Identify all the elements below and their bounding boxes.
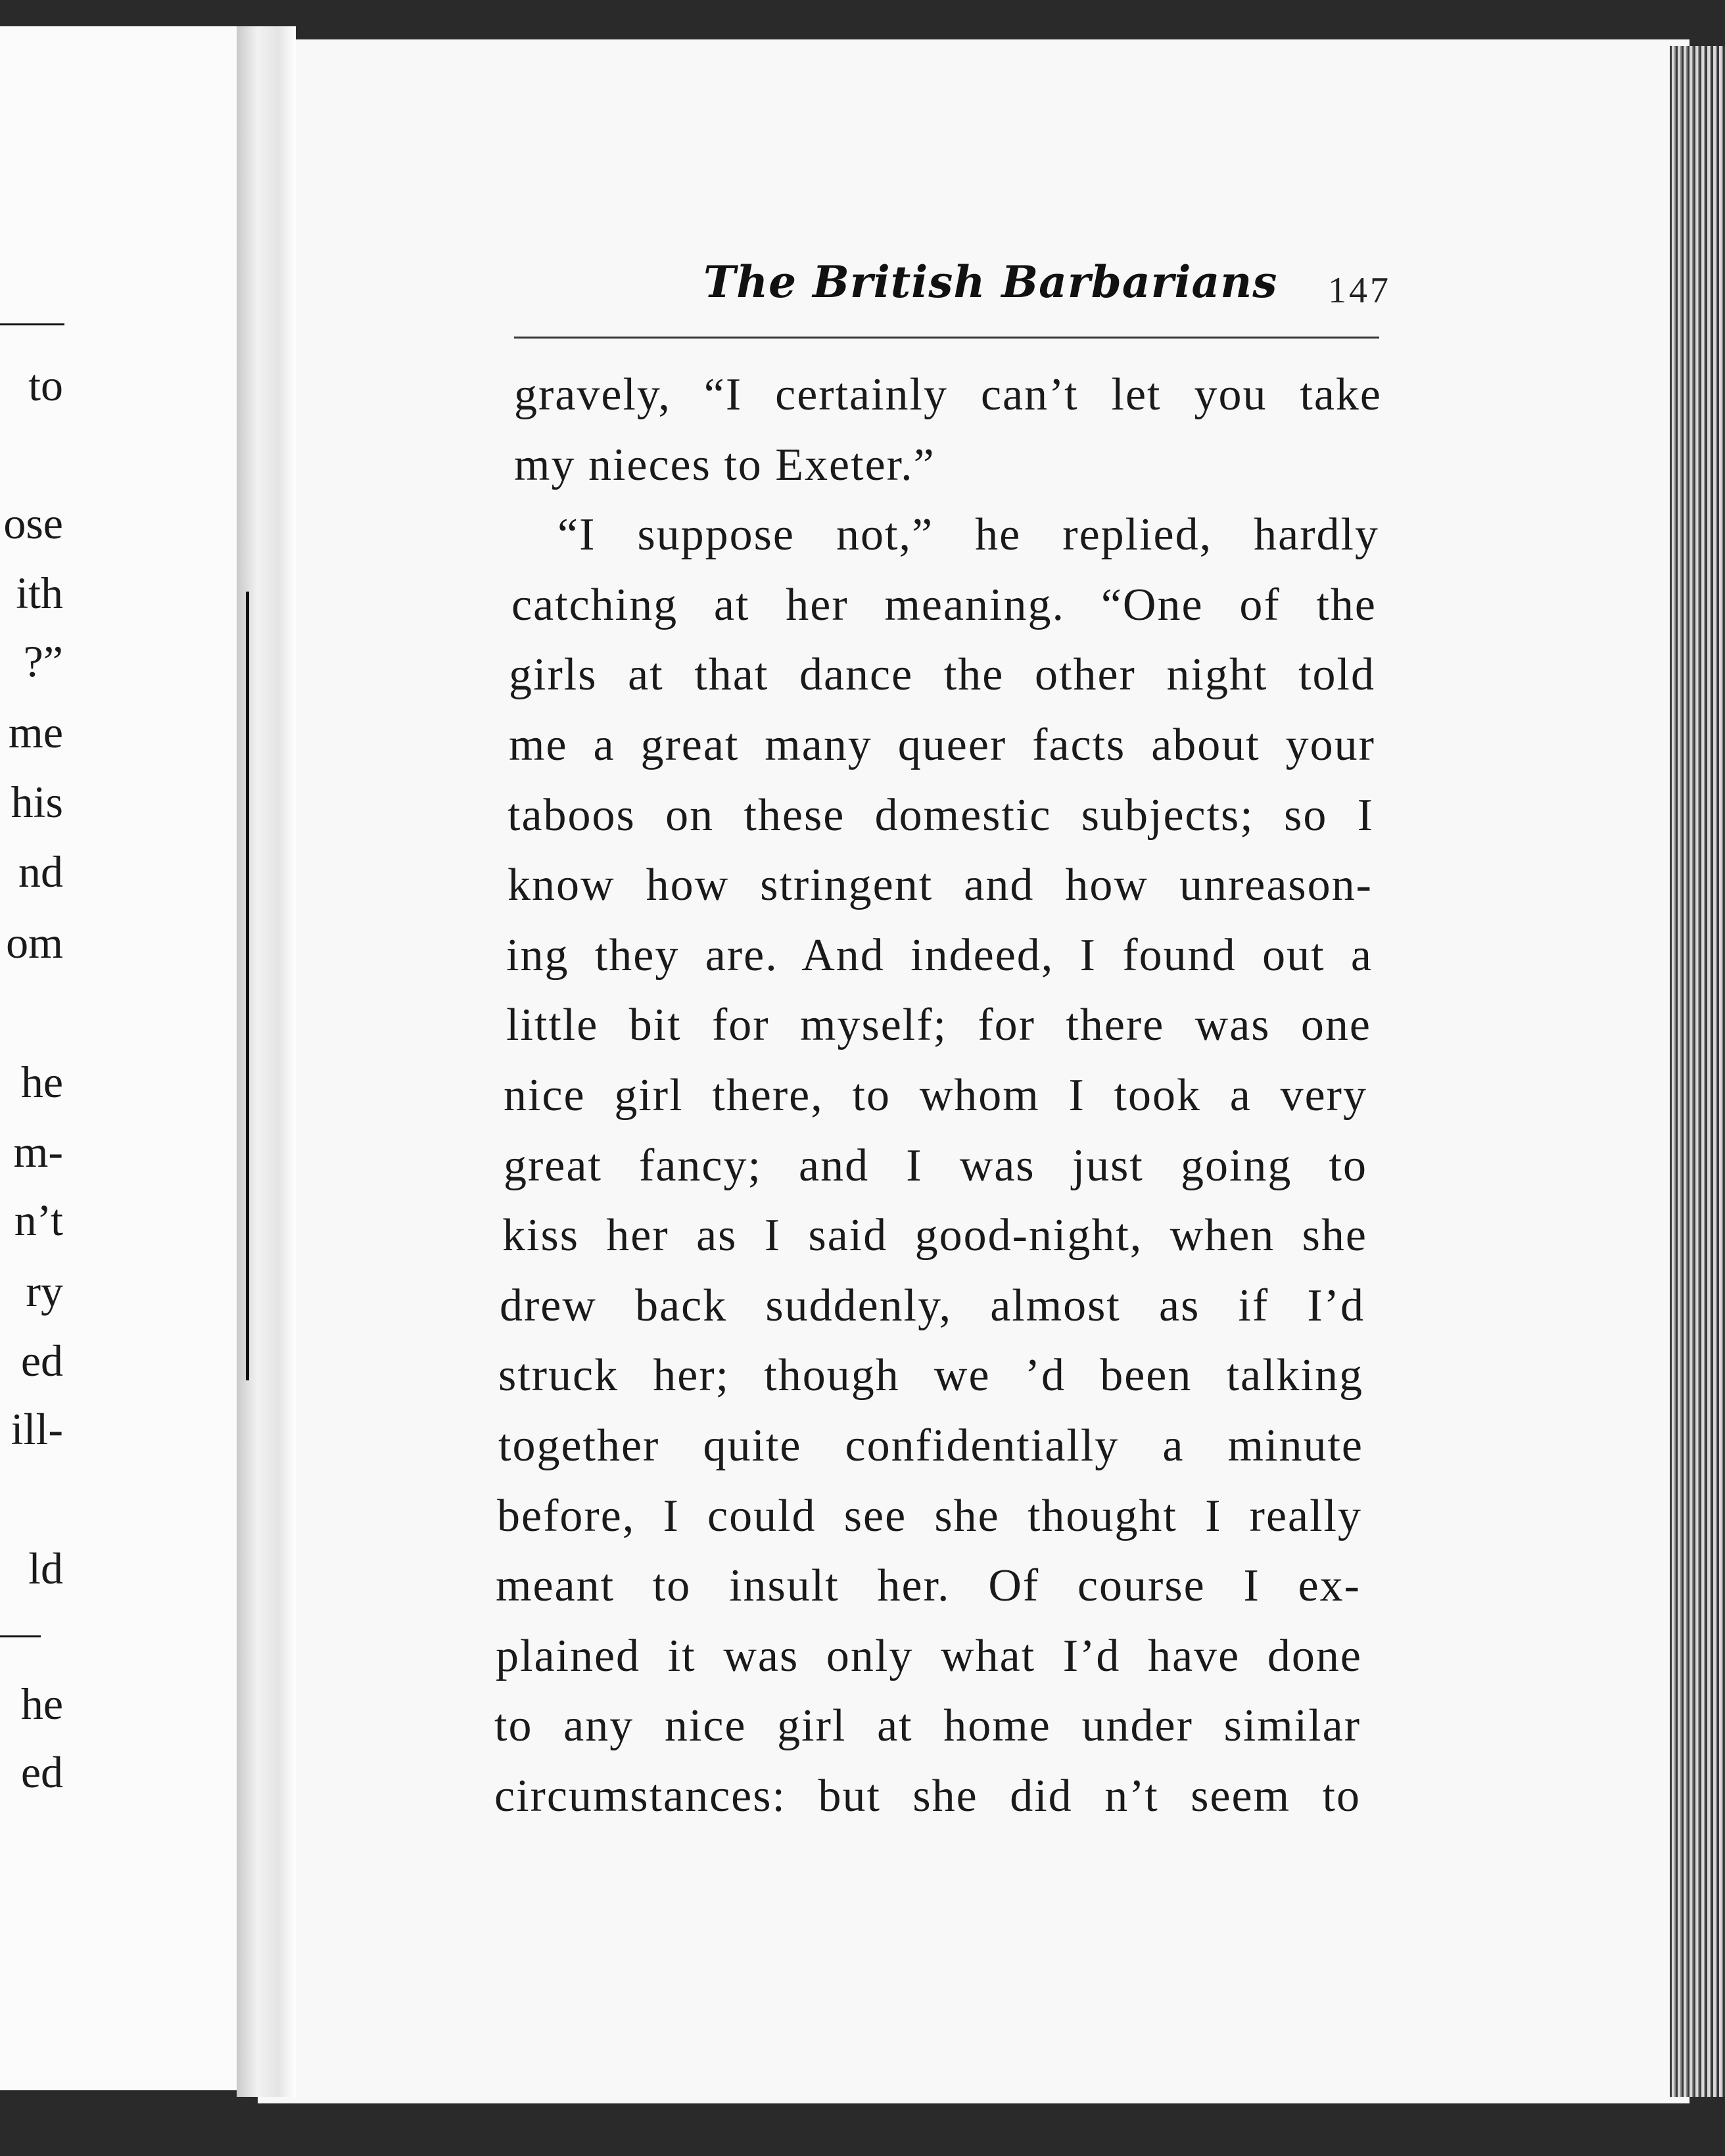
left-fragment: ose xyxy=(3,498,63,548)
left-header-rule xyxy=(0,323,64,325)
left-fragment: m- xyxy=(13,1127,63,1177)
body-line: kiss her as I said good-night, when she xyxy=(502,1210,1367,1261)
running-head: The British Barbarians xyxy=(703,256,1278,308)
header-rule xyxy=(514,337,1379,339)
body-line: circumstances: but she did n’t seem to xyxy=(494,1771,1361,1821)
body-line: girls at that dance the other night told xyxy=(509,649,1375,701)
left-fragment: to xyxy=(28,360,63,410)
body-line: gravely, “I certainly can’t let you take xyxy=(514,369,1382,420)
left-fragment: ith xyxy=(16,568,63,618)
left-fragment: ld xyxy=(28,1543,63,1593)
left-fragment: ed xyxy=(20,1747,63,1797)
body-line: before, I could see she thought I really xyxy=(497,1490,1362,1541)
body-line: great fancy; and I was just going to xyxy=(504,1140,1367,1191)
body-line: meant to insult her. Of course I ex- xyxy=(496,1560,1361,1612)
left-fragment: his xyxy=(11,777,63,827)
body-line: my nieces to Exeter.” xyxy=(514,439,935,490)
page-edges xyxy=(1670,46,1725,2097)
left-fragment: ill- xyxy=(11,1404,63,1454)
body-line: together quite confidentially a minute xyxy=(498,1420,1363,1471)
body-line: me a great many queer facts about your xyxy=(509,720,1375,770)
left-fragment: n’t xyxy=(14,1195,63,1245)
left-fragment: ry xyxy=(26,1266,63,1316)
left-section-rule xyxy=(0,1635,41,1637)
body-line: ing they are. And indeed, I found out a xyxy=(506,929,1373,981)
body-line: catching at her meaning. “One of the xyxy=(511,579,1377,630)
left-fragment: he xyxy=(20,1057,63,1107)
left-fragment: om xyxy=(6,918,63,968)
body-line: “I suppose not,” he replied, hardly xyxy=(557,509,1379,561)
body-line: know how stringent and how unreason- xyxy=(508,860,1373,911)
left-fragment: ed xyxy=(20,1336,63,1386)
body-line: taboos on these domestic subjects; so I xyxy=(508,789,1374,841)
body-line: plained it was only what I’d have done xyxy=(496,1630,1362,1681)
left-page xyxy=(0,26,258,2090)
left-fragment: ?” xyxy=(23,636,63,686)
left-fragment: me xyxy=(8,707,63,757)
page-number: 147 xyxy=(1328,270,1391,311)
left-fragment: nd xyxy=(18,847,63,897)
body-line: struck her; though we ’d been talking xyxy=(498,1350,1363,1401)
body-line: nice girl there, to whom I took a very xyxy=(504,1070,1367,1121)
left-fragment: he xyxy=(20,1679,63,1729)
body-line: little bit for myself; for there was one xyxy=(506,1000,1371,1051)
body-line: drew back suddenly, almost as if I’d xyxy=(500,1280,1365,1331)
body-line: to any nice girl at home under similar xyxy=(494,1700,1361,1752)
gutter-shadow-line xyxy=(246,592,249,1380)
